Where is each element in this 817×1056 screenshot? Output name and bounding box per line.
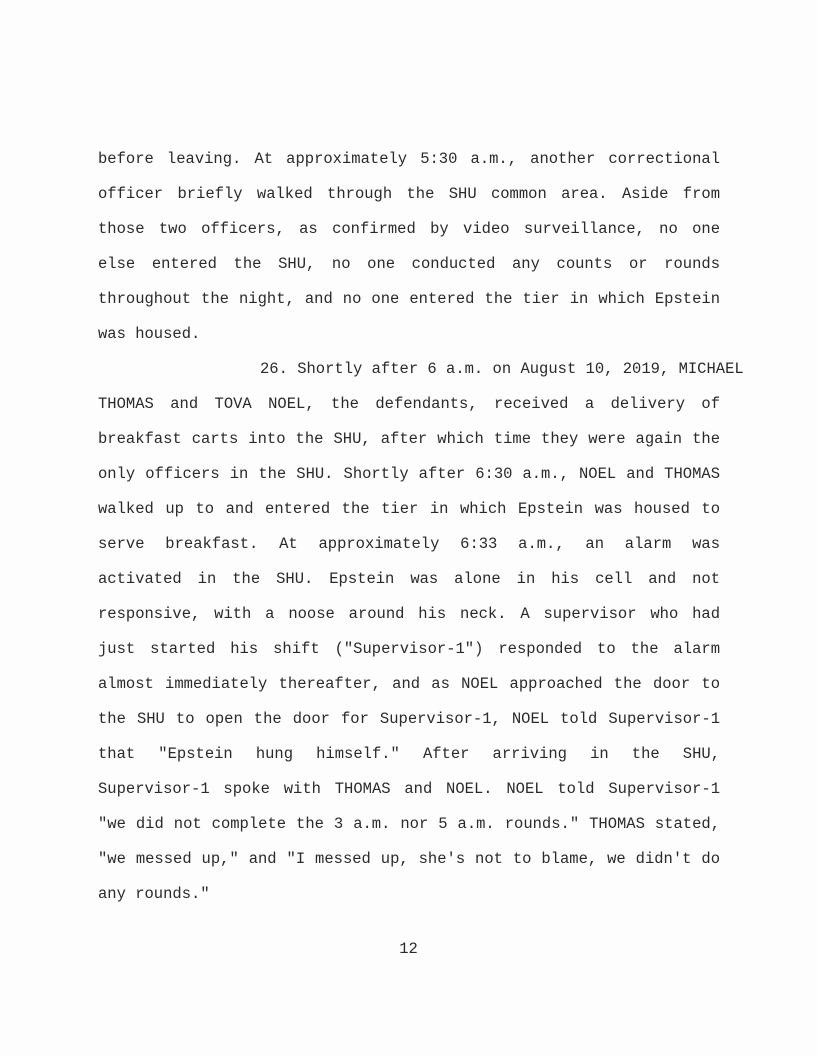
text-line: responsive, with a noose around his neck. A supervisor who had bbox=[98, 605, 720, 623]
text-line: breakfast carts into the SHU, after which time they were again the bbox=[98, 430, 720, 448]
text-line: officer briefly walked through the SHU common area. Aside from bbox=[98, 185, 720, 203]
text-line: throughout the night, and no one entered the tier in which Epstein bbox=[98, 290, 720, 308]
text-line: before leaving. At approximately 5:30 a.m., another correctional bbox=[98, 150, 720, 168]
text-line: only officers in the SHU. Shortly after 6:30 a.m., NOEL and THOMAS bbox=[98, 465, 720, 483]
text-line: THOMAS and TOVA NOEL, the defendants, received a delivery of bbox=[98, 395, 720, 413]
page-number: 12 bbox=[399, 940, 418, 958]
text-line: else entered the SHU, no one conducted any counts or rounds bbox=[98, 255, 720, 273]
text-line: "we did not complete the 3 a.m. nor 5 a.m. rounds." THOMAS stated, bbox=[98, 815, 720, 833]
text-line: "we messed up," and "I messed up, she's not to blame, we didn't do bbox=[98, 850, 720, 868]
text-line: just started his shift ("Supervisor-1") responded to the alarm bbox=[98, 640, 720, 658]
text-line: those two officers, as confirmed by video surveillance, no one bbox=[98, 220, 720, 238]
text-line: Supervisor-1 spoke with THOMAS and NOEL. NOEL told Supervisor-1 bbox=[98, 780, 720, 798]
text-line: activated in the SHU. Epstein was alone in his cell and not bbox=[98, 570, 720, 588]
text-line: walked up to and entered the tier in which Epstein was housed to bbox=[98, 500, 720, 518]
text-line: almost immediately thereafter, and as NOEL approached the door to bbox=[98, 675, 720, 693]
text-line: 26. Shortly after 6 a.m. on August 10, 2019, MICHAEL bbox=[260, 360, 744, 378]
text-line: that "Epstein hung himself." After arriving in the SHU, bbox=[98, 745, 720, 763]
text-line: the SHU to open the door for Supervisor-1, NOEL told Supervisor-1 bbox=[98, 710, 720, 728]
text-line: any rounds." bbox=[98, 885, 210, 903]
text-line: was housed. bbox=[98, 325, 201, 343]
text-line: serve breakfast. At approximately 6:33 a.m., an alarm was bbox=[98, 535, 720, 553]
